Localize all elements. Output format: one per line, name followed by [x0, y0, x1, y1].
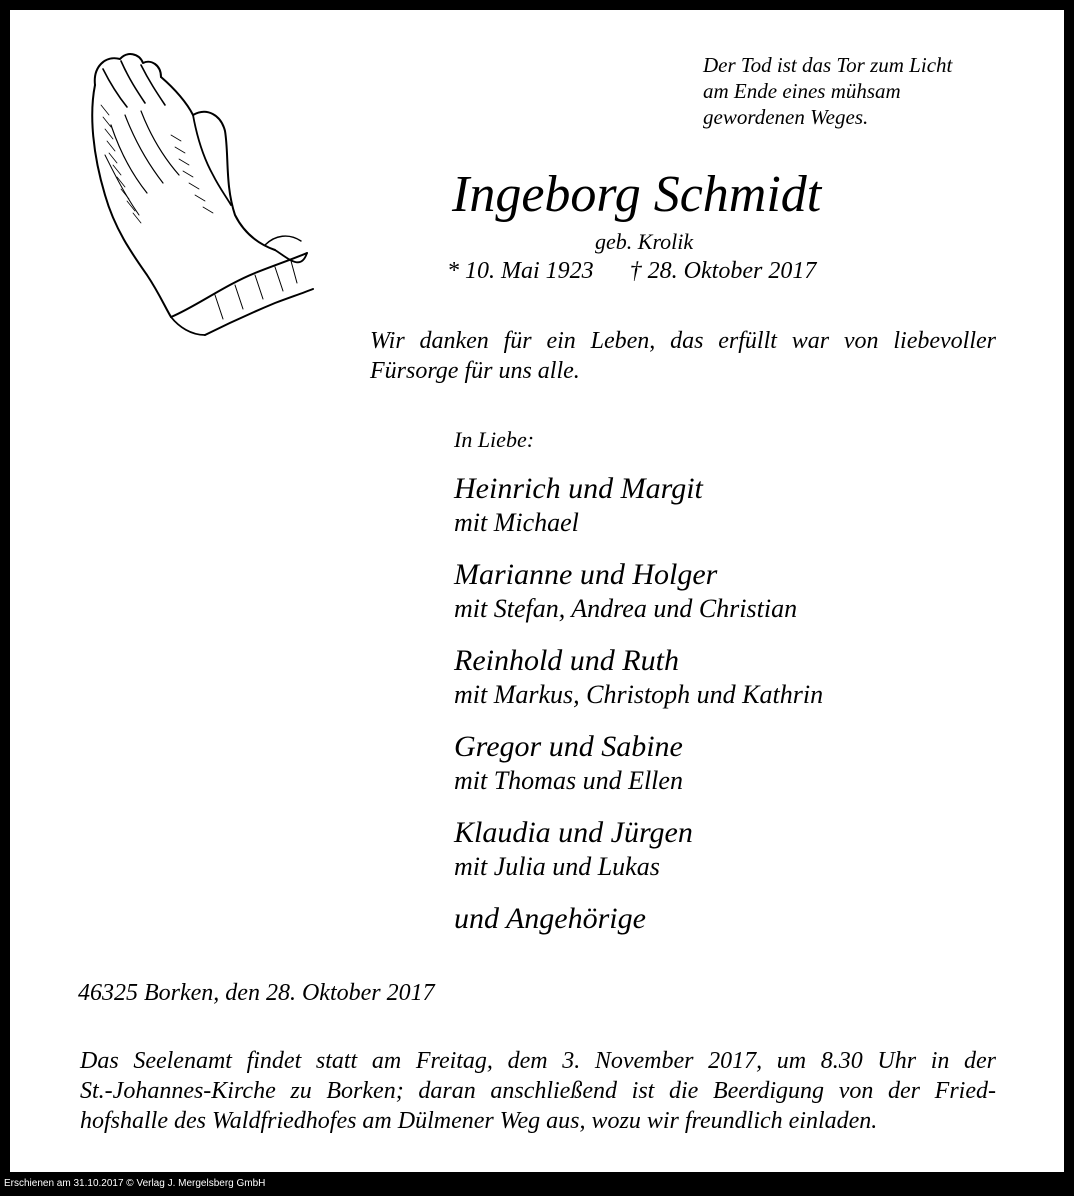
relatives-line: und Angehörige	[454, 902, 646, 935]
publication-footer: Erschienen am 31.10.2017 © Verlag J. Mergelsberg GmbH	[4, 1178, 266, 1189]
mourner-children: mit Markus, Christoph und Kathrin	[454, 680, 824, 709]
mourner-couple: Heinrich und Margit	[454, 472, 703, 505]
mourner-couple: Klaudia und Jürgen	[454, 816, 693, 849]
praying-hands-icon	[75, 45, 320, 345]
obituary-notice	[10, 10, 1064, 1172]
birth-date: * 10. Mai 1923	[447, 258, 594, 284]
place-date: 46325 Borken, den 28. Oktober 2017	[78, 980, 435, 1006]
motto-line: am Ende eines mühsam	[703, 79, 901, 103]
in-love-label: In Liebe:	[454, 427, 535, 452]
deceased-name: Ingeborg Schmidt	[452, 166, 822, 223]
service-line: St.-Johannes-Kirche zu Borken; daran anschließend ist die Beerdigung von der Fried-	[80, 1078, 996, 1104]
mourner-entry	[454, 471, 823, 557]
service-notice	[80, 1046, 996, 1136]
motto-quote	[703, 52, 952, 130]
mourner-entry	[454, 643, 823, 729]
birth-name: geb. Krolik	[595, 229, 694, 254]
thanks-line: Wir danken für ein Leben, das erfüllt war von liebevoller	[370, 328, 996, 354]
mourner-children: mit Stefan, Andrea und Christian	[454, 594, 798, 623]
mourners-list	[454, 471, 823, 937]
motto-line: Der Tod ist das Tor zum Licht	[703, 53, 953, 77]
mourner-children: mit Thomas und Ellen	[454, 766, 683, 795]
service-line: hofshalle des Waldfriedhofes am Dülmener Weg aus, wozu wir freundlich einladen.	[80, 1108, 878, 1134]
thanks-line: Fürsorge für uns alle.	[370, 358, 580, 384]
mourner-entry	[454, 557, 823, 643]
mourner-couple: Gregor und Sabine	[454, 730, 683, 763]
thanks-text	[370, 326, 996, 386]
mourner-entry	[454, 815, 823, 901]
mourner-couple: Marianne und Holger	[454, 558, 718, 591]
mourner-children: mit Michael	[454, 508, 579, 537]
mourner-couple: Reinhold und Ruth	[454, 644, 679, 677]
death-date: † 28. Oktober 2017	[629, 258, 817, 284]
mourner-children: mit Julia und Lukas	[454, 852, 660, 881]
service-line: Das Seelenamt findet statt am Freitag, dem 3. November 2017, um 8.30 Uhr in der	[80, 1048, 996, 1074]
life-dates	[447, 256, 816, 286]
mourner-entry	[454, 729, 823, 815]
motto-line: gewordenen Weges.	[703, 105, 869, 129]
